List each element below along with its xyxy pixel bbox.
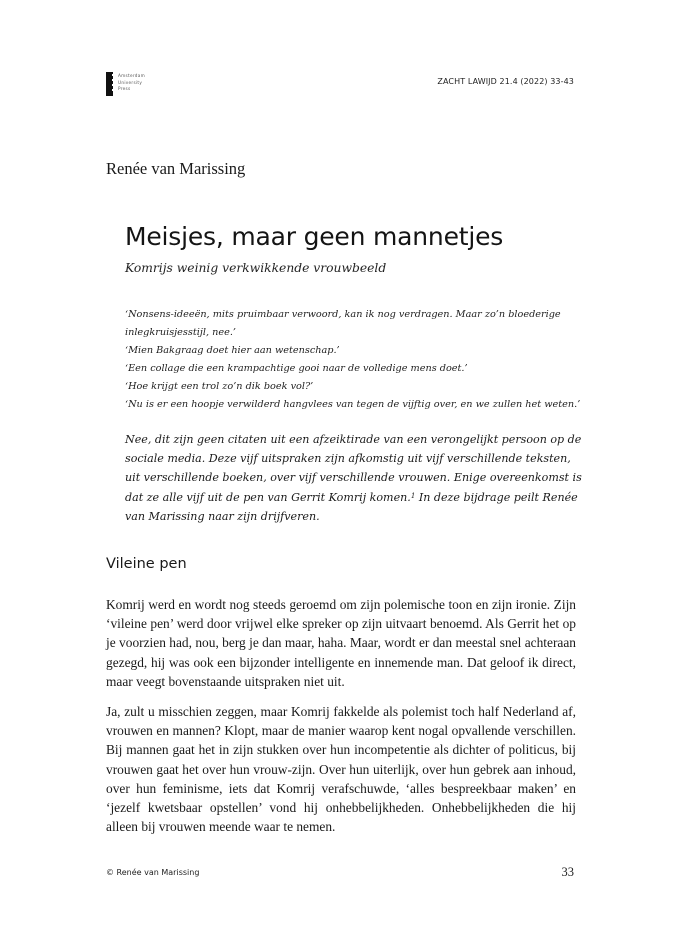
- body-paragraph: Ja, zult u misschien zeggen, maar Komrij fakkelde als polemist toch half Nederland af, vrouwen en mannen? Klopt, maar de manier waarop kent nogal opvallende verschillen. Bij mannen gaat het in zijn stukken over hun incompetentie als dichter of politicus, bij vrouwen gaat het over hun vrouw-zijn. Over hun uiterlijk, over hun gebrek aan inhoud, over hun feminisme, iets dat Komrij verafschuwde, ‘alles bespreekbaar maken’ en ‘jezelf kwetsbaar opstellen’ vond hij onhebbelijkheden. Onhebbelijkheden die hij alleen bij vrouwen meende waar te nemen.: [106, 704, 576, 835]
- amsterdam-university-press-logo-icon: [106, 72, 113, 96]
- publisher-name-line: Press: [118, 86, 131, 91]
- quote: ‘Nonsens-ideeën, mits pruimbaar verwoord, kan ik nog verdragen. Maar zo’n bloederige inlegkruisjesstijl, nee.’: [125, 309, 561, 338]
- quote: ‘Nu is er een hoopje verwilderd hangvlees van tegen de vijftig over, en we zullen het weten.’: [125, 399, 581, 410]
- publisher-logo: [106, 72, 145, 96]
- article-subtitle: Komrijs weinig verkwikkende vrouwbeeld: [125, 261, 387, 275]
- body-paragraph: Komrij werd en wordt nog steeds geroemd om zijn polemische toon en zijn ironie. Zijn ‘vileine pen’ werd door vrijwel elke spreker op zijn uitvaart benoemd. Als Gerrit het op je voorzien had, nou, berg je dan maar, haha. Maar, wordt er dan meestal snel achteraan gezegd, hij was ook een bijzonder intelligente en innemende man. Dat geloof ik direct, maar veegt bovenstaande uitspraken niet uit.: [106, 597, 576, 689]
- publisher-name: [118, 72, 145, 93]
- intro-text: Nee, dit zijn geen citaten uit een afzeiktirade van een verongelijkt persoon op de sociale media. Deze vijf uitspraken zijn afkomstig uit vijf verschillende teksten, uit verschillende boeken, over vijf verschillende vrouwen. Enige overeenkomst is dat ze alle vijf uit de pen van Gerrit Komrij komen.: [125, 433, 582, 504]
- footnote-reference[interactable]: 1: [410, 491, 416, 500]
- publisher-name-line: University: [118, 79, 143, 85]
- intro-text: In deze bijdrage peilt Renée van Marissing naar zijn drijfveren.: [125, 490, 578, 523]
- article-author: Renée van Marissing: [106, 159, 246, 178]
- quote: ‘Hoe krijgt een trol zo’n dik boek vol?’: [125, 381, 314, 392]
- journal-reference: ZACHT LAWIJD 21.4 (2022) 33-43: [437, 77, 574, 86]
- article-title: Meisjes, maar geen mannetjes: [125, 222, 504, 251]
- page-number: 33: [561, 865, 574, 879]
- article-intro: [125, 430, 583, 526]
- quote: ‘Mien Bakgraag doet hier aan wetenschap.’: [125, 345, 340, 356]
- epigraph-quotes: [125, 306, 585, 414]
- publisher-name-line: Amsterdam: [118, 73, 145, 78]
- copyright-notice: © Renée van Marissing: [106, 868, 200, 877]
- section-heading: Vileine pen: [106, 556, 187, 572]
- quote: ‘Een collage die een krampachtige gooi naar de volledige mens doet.’: [125, 363, 468, 374]
